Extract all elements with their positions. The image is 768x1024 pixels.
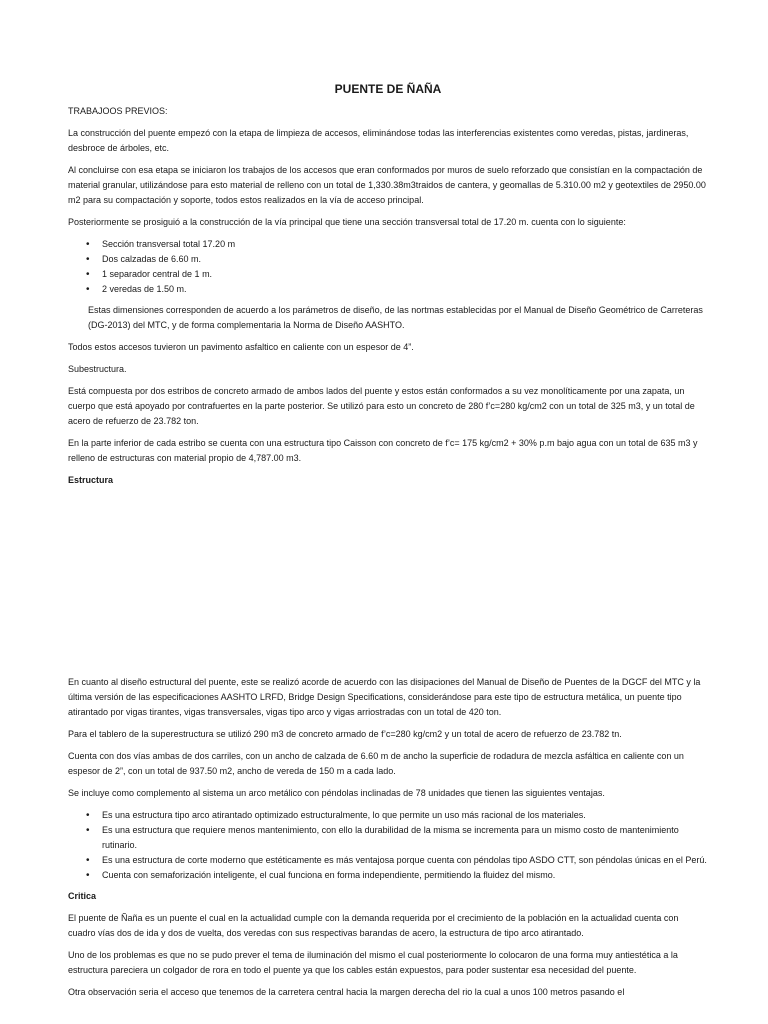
paragraph: Está compuesta por dos estribos de concreto armado de ambos lados del puente y estos están conformados a su vez monolíticamente por una zapata, un cuerpo que está apoyado por contrafuertes en la parte posterior. Se utilizó para esto un concreto de 280 f’c=280 kg/cm2 con un total de 325 m3, y un total de acero de refuerzo de 23.782 ton. <box>68 386 695 426</box>
paragraph: Cuenta con dos vías ambas de dos carriles, con un ancho de calzada de 6.60 m de ancho la superficie de rodadura de mezcla asfáltica en caliente con un espesor de 2”, con un total de 937.50 m2, ancho de vereda de 150 m a cada lado. <box>68 751 684 776</box>
document-page <box>68 82 708 1007</box>
paragraph: El puente de Ñaña es un puente el cual en la actualidad cumple con la demanda requerida por el crecimiento de la población en la actualidad cuenta con cuadro vías dos de ida y dos de vuelta, dos veredas con sus respectivas barandas de acero, la estructura de tipo arco atirantado. <box>68 913 679 938</box>
section-heading-estructura: Estructura <box>68 475 114 485</box>
paragraph: Para el tablero de la superestructura se utilizó 290 m3 de concreto armado de f’c=280 kg/cm2 y un total de acero de refuerzo de 23.782 tn. <box>68 729 622 739</box>
bullet-list-advantages <box>68 808 708 883</box>
list-item: • 1 separador central de 1 m. <box>102 267 708 282</box>
paragraph: Al concluirse con esa etapa se iniciaron los trabajos de los accesos que eran conformados por muros de suelo reforzado que consistían en la compactación de material granular, utilizándose para esto material de relleno con un total de 1,330.38m3traidos de cantera, y geomallas de 5.310.00 m2 y geotextiles de 2950.00 m2 para su compactación y soporte, todos estos realizados en la vía de acceso principal. <box>68 165 706 205</box>
list-item: • Es una estructura tipo arco atirantado optimizado estructuralmente, lo que permite un uso más racional de los materiales. <box>102 808 708 823</box>
section-heading-subestructura: Subestructura. <box>68 364 127 374</box>
list-item: • Es una estructura que requiere menos mantenimiento, con ello la durabilidad de la misma se incrementa para un mismo costo de mantenimiento rutinario. <box>102 823 708 853</box>
paragraph: Todos estos accesos tuvieron un pavimento asfaltico en caliente con un espesor de 4”. <box>68 342 414 352</box>
paragraph: Posteriormente se prosiguió a la construcción de la vía principal que tiene una sección transversal total de 17.20 m. cuenta con lo siguiente: <box>68 217 626 227</box>
list-item: • Sección transversal total 17.20 m <box>102 237 708 252</box>
paragraph: Se incluye como complemento al sistema un arco metálico con péndolas inclinadas de 78 unidades que tienen las siguientes ventajas. <box>68 788 605 798</box>
list-item: • Es una estructura de corte moderno que estéticamente es más ventajosa porque cuenta con péndolas tipo ASDO CTT, son péndolas únicas en el Perú. <box>102 853 708 868</box>
list-item: • Cuenta con semaforización inteligente, el cual funciona en forma independiente, permitiendo la fluidez del mismo. <box>102 868 708 883</box>
blank-figure-space <box>68 495 708 675</box>
list-item: • Dos calzadas de 6.60 m. <box>102 252 708 267</box>
paragraph: Otra observación seria el acceso que tenemos de la carretera central hacia la margen derecha del rio la cual a unos 100 metros pasando el <box>68 987 625 997</box>
paragraph: La construcción del puente empezó con la etapa de limpieza de accesos, eliminándose todas las interferencias existentes como veredas, pistas, jardineras, desbroce de árboles, etc. <box>68 128 689 153</box>
section-heading-critica: Critica <box>68 891 97 901</box>
paragraph: En la parte inferior de cada estribo se cuenta con una estructura tipo Caisson con concreto de f’c= 175 kg/cm2 + 30% p.m bajo agua con un total de 635 m3 y relleno de estructuras con material propio de 4,787.00 m3. <box>68 438 698 463</box>
list-item: • 2 veredas de 1.50 m. <box>102 282 708 297</box>
paragraph: En cuanto al diseño estructural del puente, este se realizó acorde de acuerdo con las disipaciones del Manual de Diseño de Puentes de la DGCF del MTC y la última versión de las especificaciones AASHTO LRFD, Bridge Design Specifications, considerándose para este tipo de estructura metálica, un puente tipo atirantado por vigas tirantes, vigas transversales, vigas tipo arco y vigas arriostradas con un total de 420 ton. <box>68 677 701 717</box>
document-title: PUENTE DE ÑAÑA <box>334 82 442 96</box>
bullet-list-dimensions <box>68 237 708 297</box>
section-heading-trabajos-previos: TRABAJOOS PREVIOS: <box>68 106 168 116</box>
paragraph: Uno de los problemas es que no se pudo prever el tema de iluminación del mismo el cual posteriormente lo colocaron de una forma muy antiestética a la estructura pareciera un colgador de rora en todo el puente ya que los cables están expuestos, para poder sustentar esa necesidad del puente. <box>68 950 678 975</box>
paragraph: Estas dimensiones corresponden de acuerdo a los parámetros de diseño, de las nortmas establecidas por el Manual de Diseño Geométrico de Carreteras (DG-2013) del MTC, y de forma complementaria la Norma de Diseño AASHTO. <box>88 305 703 330</box>
